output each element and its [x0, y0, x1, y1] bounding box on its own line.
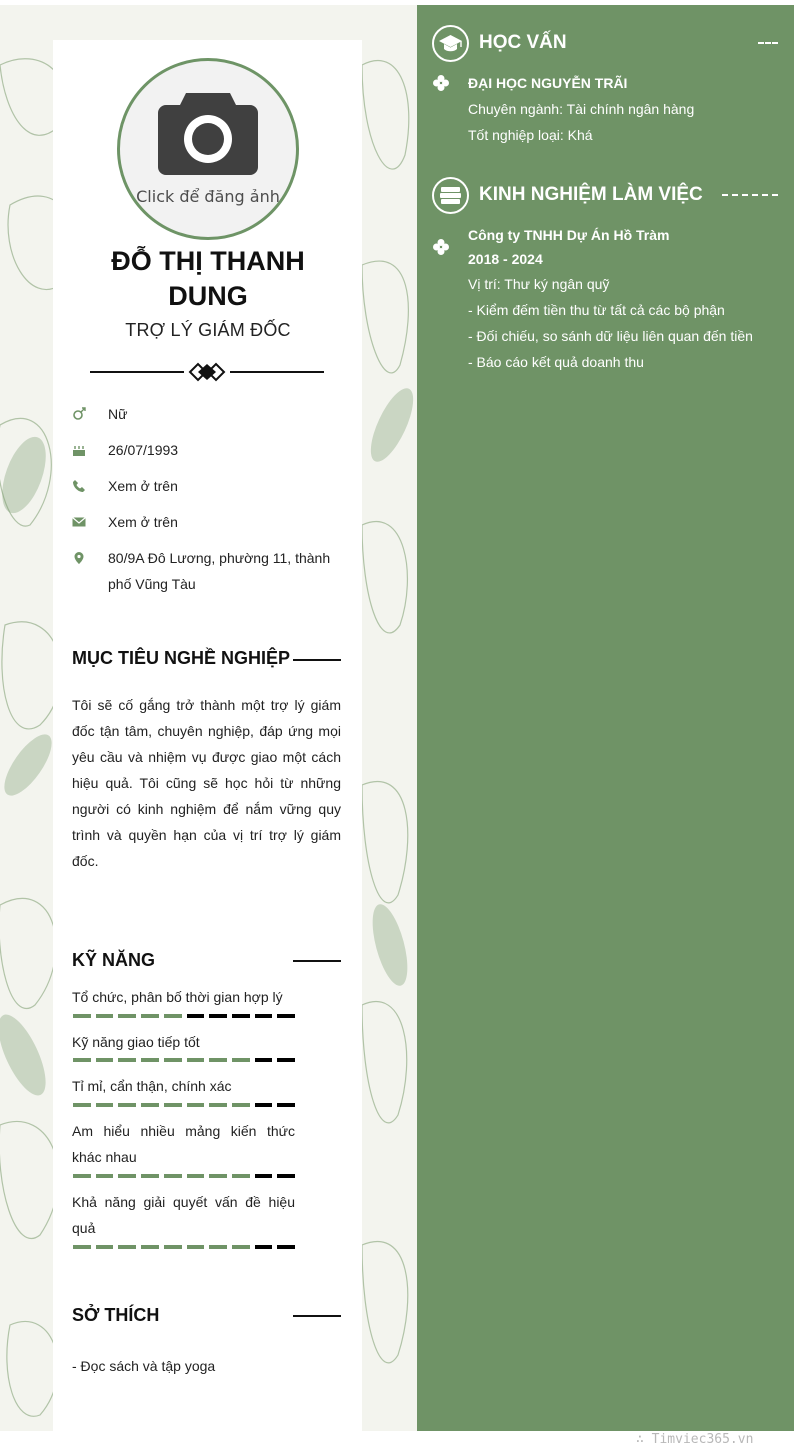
clover-bullet-icon: [432, 74, 450, 92]
skill-segment-filled: [141, 1174, 159, 1178]
skill-segment-empty: [277, 1174, 295, 1178]
skill-segment-empty: [277, 1014, 295, 1018]
gender-icon: [72, 407, 86, 421]
candidate-role: TRỢ LÝ GIÁM ĐỐC: [125, 320, 291, 340]
birthday-value: 26/07/1993: [108, 442, 179, 458]
skill-segment-filled: [141, 1014, 159, 1018]
skill-segment-empty: [255, 1174, 273, 1178]
skill-segment-filled: [164, 1103, 182, 1107]
skill-segment-filled: [73, 1245, 91, 1249]
skill-segment-filled: [141, 1103, 159, 1107]
skill-segment-filled: [209, 1245, 227, 1249]
skill-segment-filled: [118, 1245, 136, 1249]
education-school: ĐẠI HỌC NGUYỄN TRÃI: [468, 75, 628, 91]
email-value[interactable]: Xem ở trên: [108, 514, 178, 530]
skill-segment-filled: [118, 1014, 136, 1018]
skill-segment-filled: [118, 1058, 136, 1062]
skill-segment-filled: [232, 1174, 250, 1178]
skill-segment-filled: [232, 1103, 250, 1107]
education-title-dash: [758, 42, 778, 44]
gender-value: Nữ: [108, 406, 128, 422]
skill-segment-filled: [73, 1174, 91, 1178]
hobbies-title-line: [293, 1315, 341, 1317]
skill-segment-filled: [232, 1058, 250, 1062]
skill-segment-filled: [118, 1103, 136, 1107]
skill-segment-filled: [187, 1103, 205, 1107]
skill-segment-filled: [96, 1245, 114, 1249]
skill-segment-empty: [277, 1245, 295, 1249]
graduation-cap-icon: [434, 27, 467, 60]
cake-icon: [72, 443, 86, 457]
objective-title: MỤC TIÊU NGHỀ NGHIỆP: [72, 648, 291, 668]
skill-segment-empty: [187, 1014, 205, 1018]
map-pin-icon: [72, 551, 86, 565]
skill-segment-filled: [209, 1058, 227, 1062]
skill-segment-empty: [232, 1014, 250, 1018]
experience-position: Vị trí: Thư ký ngân quỹ: [468, 276, 610, 292]
experience-title: KINH NGHIỆM LÀM VIỆC: [479, 184, 703, 205]
skill-segment-filled: [96, 1058, 114, 1062]
education-badge: [432, 25, 469, 62]
skill-segment-filled: [141, 1058, 159, 1062]
skill-segment-empty: [255, 1103, 273, 1107]
hobbies-title: SỞ THÍCH: [72, 1305, 160, 1325]
skill-name: Khả năng giải quyết vấn đề hiệu quả: [72, 1194, 295, 1236]
envelope-icon: [72, 515, 86, 529]
skills-title-line: [293, 960, 341, 962]
skill-segment-filled: [187, 1058, 205, 1062]
skills-title: KỸ NĂNG: [72, 950, 156, 970]
skill-name: Am hiểu nhiều mảng kiến thức khác nhau: [72, 1123, 295, 1165]
site-watermark: ∴ Timviec365.vn: [636, 1432, 754, 1447]
skill-segment-filled: [164, 1245, 182, 1249]
skill-segment-filled: [187, 1245, 205, 1249]
experience-company: Công ty TNHH Dự Án Hồ Tràm: [468, 227, 670, 243]
skill-segment-filled: [164, 1014, 182, 1018]
hobbies-text: - Đọc sách và tập yoga: [72, 1358, 216, 1374]
phone-value[interactable]: Xem ở trên: [108, 478, 178, 494]
skill-segment-empty: [277, 1103, 295, 1107]
skill-segment-filled: [232, 1245, 250, 1249]
skill-segment-filled: [118, 1174, 136, 1178]
skill-segment-empty: [277, 1058, 295, 1062]
candidate-name: ĐỖ THỊ THANH DUNG: [111, 246, 305, 311]
objective-title-line: [293, 659, 341, 661]
skill-segment-filled: [164, 1058, 182, 1062]
skill-segment-filled: [164, 1174, 182, 1178]
skill-segment-filled: [73, 1058, 91, 1062]
skill-name: Tỉ mỉ, cẩn thận, chính xác: [72, 1078, 232, 1094]
skill-segment-filled: [187, 1174, 205, 1178]
experience-title-dash: [722, 194, 778, 196]
experience-duty: - Kiểm đếm tiền thu từ tất cả các bộ phận: [468, 302, 725, 318]
skill-segment-empty: [255, 1014, 273, 1018]
skill-segment-filled: [96, 1103, 114, 1107]
camera-icon: [156, 87, 260, 179]
skill-segment-filled: [209, 1174, 227, 1178]
skill-segment-empty: [209, 1014, 227, 1018]
skill-segment-empty: [255, 1245, 273, 1249]
education-title: HỌC VẤN: [479, 32, 567, 53]
photo-upload-label: Click để đăng ảnh: [136, 187, 280, 206]
phone-icon: [72, 479, 86, 493]
skill-segment-filled: [141, 1245, 159, 1249]
books-icon: [434, 179, 467, 212]
skill-bar: [73, 1058, 295, 1062]
skill-segment-filled: [96, 1174, 114, 1178]
name-divider: [90, 361, 324, 383]
education-major: Chuyên ngành: Tài chính ngân hàng: [468, 101, 695, 117]
skill-bar: [73, 1174, 295, 1178]
skill-segment-filled: [209, 1103, 227, 1107]
right-column: [417, 5, 794, 1431]
experience-duty: - Đối chiếu, so sánh dữ liệu liên quan đến tiền: [468, 328, 753, 344]
experience-badge: [432, 177, 469, 214]
education-grade: Tốt nghiệp loại: Khá: [468, 127, 593, 143]
clover-bullet-icon: [432, 238, 450, 256]
experience-duty: - Báo cáo kết quả doanh thu: [468, 354, 644, 370]
skill-name: Tổ chức, phân bố thời gian hợp lý: [72, 989, 283, 1005]
skill-segment-filled: [73, 1103, 91, 1107]
address-value: 80/9A Đô Lương, phường 11, thành phố Vũng Tàu: [108, 550, 331, 592]
skill-segment-empty: [255, 1058, 273, 1062]
skill-bar: [73, 1103, 295, 1107]
objective-text: Tôi sẽ cố gắng trở thành một trợ lý giám đốc tận tâm, chuyên nghiệp, đáp ứng mọi yêu cầu và nhiệm vụ được giao một cách hiệu quả. Tôi cũng sẽ học hỏi từ những người có kinh nghiệm để nắm vững quy trình và quyền hạn của vị trí trợ lý giám đốc.: [72, 697, 341, 869]
skill-segment-filled: [96, 1014, 114, 1018]
skill-segment-filled: [73, 1014, 91, 1018]
skill-bar: [73, 1245, 295, 1249]
experience-period: 2018 - 2024: [468, 251, 543, 267]
skill-bar: [73, 1014, 295, 1018]
skill-name: Kỹ năng giao tiếp tốt: [72, 1034, 200, 1050]
photo-upload[interactable]: [117, 58, 299, 240]
